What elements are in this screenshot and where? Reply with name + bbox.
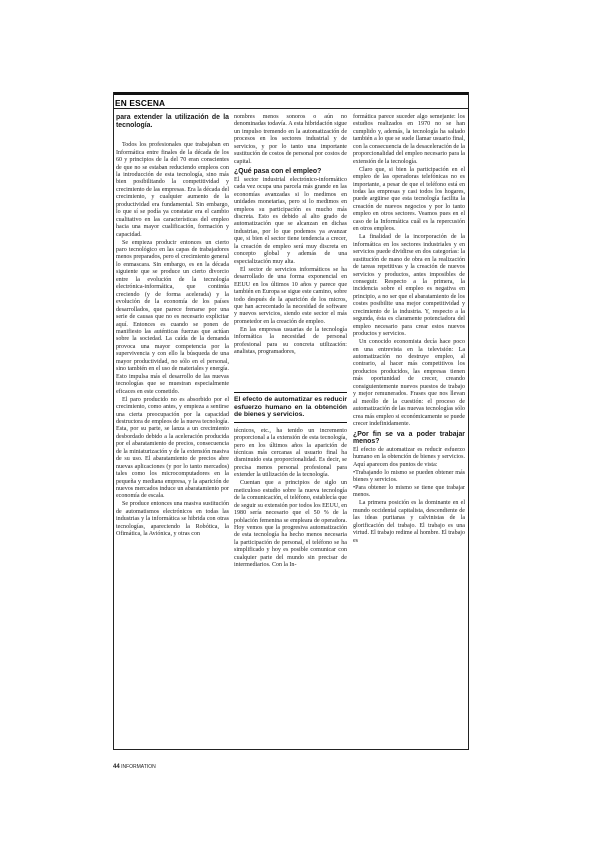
publication-name: INFORMATION — [121, 764, 156, 770]
column-3 — [353, 114, 465, 546]
paragraph: Se produce entonces una masiva sustitución de automatismos electrónicos en todas las industrias y la informática se hibrida con otras tecnologías, apareciendo la Robótica, la Ofimática, la Aviónica, y otras con — [116, 501, 229, 538]
bullet-item: •Trabajando lo mismo se pueden obtener más bienes y servicios. — [353, 469, 465, 484]
paragraph: La finalidad de la incorporación de la informática en los sectores industriales y en servicios puede dividirse en dos categorías: la sustitución de mano de obra en la realización de tareas repetitivas y la creación de nuevos servicios y productos, antes imposibles de conseguir. Respecto a la primera, la incidencia sobre el empleo es negativa en principio, a no ser que el abaratamiento de los costes posibilite una mejor competitividad y crecimiento de la industria. Y, respecto a la segunda, ésta es claramente potenciadora del empleo necesario para crear estos nuevos productos y servicios. — [353, 234, 465, 338]
paragraph: El efecto de automatizar es reducir esfuerzo humano en la obtención de bienes y servicios. Aquí aparecen dos puntos de vista: — [353, 446, 465, 468]
column-1 — [116, 114, 229, 539]
bullet-item: •Para obtener lo mismo se tiene que trabajar menos. — [353, 484, 465, 499]
paragraph: La primera posición es la dominante en el mundo occidental capitalista, descendiente de las ideas puritanas y calvinistas de la glorificación del trabajo. El trabajo es una virtud. El trabajo redime al hombre. El trabajo es — [353, 500, 465, 544]
paragraph: En las empresas usuarias de la tecnología informática la necesidad de personal profesional para su concreta utilización: analistas, programadores, — [234, 326, 347, 356]
paragraph: El sector de servicios informáticos se ha desarrollado de una forma exponencial en EEUU en los últimos 10 años y parece que también en Europa se sigue este camino, sobre todo después de la aparición de los micros, que han acrecentado la necesidad de software y nuevos servicios, siendo este sector el más prometedor en la creación de empleo. — [234, 266, 347, 325]
pull-quote — [234, 392, 347, 423]
paragraph: nombres menos sonoros o aún no denominadas todavía. A esta hibridación sigue un impulso tremendo en la automatización de procesos en los sectores industrial y de servicios, y por lo tanto una importante sustitución de costos de personal por costos de capital. — [234, 114, 347, 165]
section-rule — [113, 108, 469, 109]
paragraph: El paro producido no es absorbido por el crecimiento, como antes, y empieza a sentirse una cierta preocupación por la capacidad destructora de empleos de la nueva tecnología. Esta, por su parte, se lanza a un crecimiento desbordado debido a la aceleración producida por el abaratamiento de precios, consecuencia de la miniaturización y de la extensión masiva de su uso. El abaratamiento de precios abre nuevas aplicaciones (y por lo tanto mercados) tales como los microcomputadores en la pequeña y mediana empresa, y la aparición de nuevos mercados induce un abaratamiento por economía de escala. — [116, 396, 229, 500]
page-number: 44 — [113, 764, 120, 770]
paragraph: Un conocido economista decía hace poco en una entrevista en la televisión: La automatización no destruye empleo, al contrario, al hacer más competitivos los productos producidos, las empresas tienen más oportunidad de crecer, creando consiguientemente nuevos puestos de trabajo y mejor remunerados. Frases que nos llevan al meollo de la cuestión: el proceso de automatización de las nuevas tecnologías sólo crea más empleo si económicamente se puede crecer indefinidamente. — [353, 339, 465, 428]
column-2 — [234, 114, 347, 570]
subheading-trabajar: ¿Por fin se va a poder trabajar menos? — [353, 430, 465, 446]
lead-heading: para extender la utilización de la tecnología. — [116, 114, 229, 129]
paragraph: El sector industrial electrónico-informático cada vez ocupa una parcela más grande en las economías avanzadas si lo medimos en unidades monetarias, pero si lo medimos en empleos su participación es mucho más discreta. Esto es debido al alto grado de automatización que se alcanzan en dichas industrias, por lo que podemos ya avanzar que, si bien el sector tiene tendencia a crecer, la creación de empleo será muy discreta en concepto global y además de una especialización muy alta. — [234, 176, 347, 265]
paragraph: técnicos, etc., ha tenido un incremento proporcional a la extensión de esta tecnología, pero en los últimos años la aparición de técnicas más cercanas al usuario final ha disminuido esta proporcionalidad. Es decir, se precisa menos personal profesional para extender la utilización de la tecnología. — [234, 427, 347, 479]
paragraph: Claro que, si bien la participación en el empleo de las operadoras telefónicas no es importante, a pesar de que el teléfono está en todas las empresas y casi todos los hogares, puede argüirse que esta tecnología facilita la creación de nuevos negocios y por lo tanto empleo en otros sectores. Veamos pues en el caso de la Informática cuál es la repercusión en otros empleos. — [353, 166, 465, 233]
page-footer — [113, 764, 156, 770]
pull-quote-text: El efecto de automatizar es reducir esfuerzo humano en la obtención de bienes y servicios. — [234, 396, 347, 419]
spacer — [234, 357, 347, 387]
section-label: EN ESCENA — [115, 98, 166, 108]
paragraph: Se empieza producir entonces un cierto paro tecnológico en las capas de trabajadores menos preparados, pero el crecimiento general lo enmascara. Sin embargo, es en la década siguiente que se produce un cierto divorcio entre la evolución de la tecnología electrónica-informática, que continúa creciendo (y de forma acelerada) y la evolución de la economía de los países desarrollados, que parece frenarse por una serie de causas que no es necesario explicitar aquí. Entonces es cuando se ponen de manifiesto las auténticas fuerzas que actúan sobre la sociedad. La caída de la demanda provoca una mayor competencia por la supervivencia y con ello la búsqueda de una mayor productividad, no sólo en el personal, sino también en el uso de materiales y energía. Esto impulsa más el desarrollo de las nuevas tecnologías que se muestran especialmente eficaces en este cometido. — [116, 239, 229, 395]
paragraph: Todos los profesionales que trabajaban en Informática entre finales de la década de los 60 y principios de la del 70 eran conscientes de que no se estaban reduciendo empleos con la introducción de esta tecnología, sino más bien posibilitando la competitividad y crecimiento de las empresas. Era la década del crecimiento, y cualquier aumento de la productividad era fundamental. Sin embargo, lo que sí se podía ya constatar era el cambio cualitativo en las características del empleo hacia una mayor cualificación, formación y capacidad. — [116, 142, 229, 238]
paragraph: Cuentan que a principios de siglo un meticuloso estudio sobre la nueva tecnología de la comunicación, el teléfono, establecía que de seguir su extensión por todos los EEUU, en 1980 sería necesario que el 50 % de la población femenina se empleara de operadora. Hoy vemos que la progresiva automatización de esta tecnología ha hecho menos necesaria la participación de personal, el teléfono se ha simplificado y hoy es posible comunicar con cualquier parte del mundo sin precisar de intermediarios. Con la In- — [234, 480, 347, 569]
subheading-empleo: ¿Qué pasa con el empleo? — [234, 168, 322, 176]
paragraph: formática parece suceder algo semejante: los estudios realizados en 1970 no se han cumplido y, además, la tecnología ha saltado también a lo que se suele llamar usuario final, con la consecuencia de la desaceleración de la proporcionalidad del empleo necesario para la extensión de la tecnología. — [353, 114, 465, 165]
